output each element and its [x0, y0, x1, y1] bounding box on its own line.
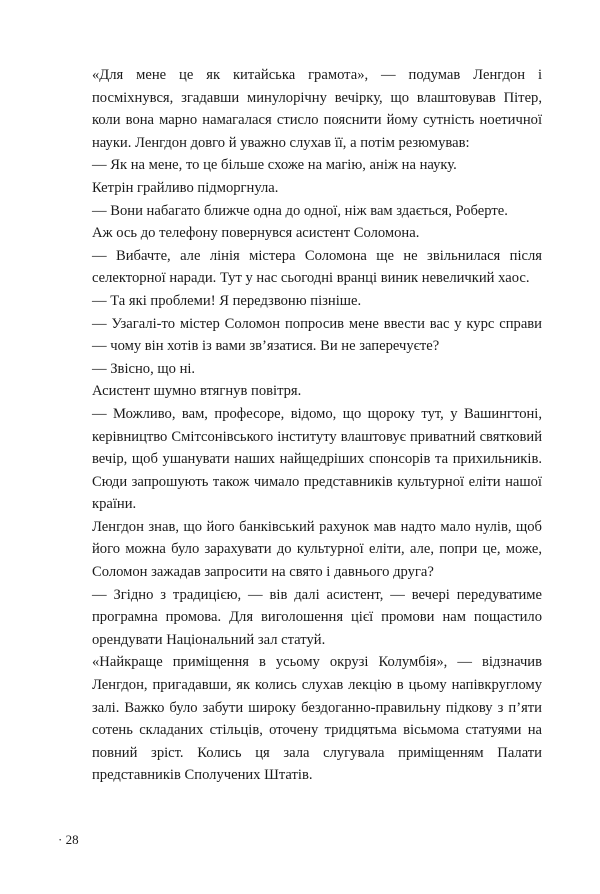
- paragraph: «Для мене це як китайська грамота», — подумав Ленгдон і посміхнувся, згадавши минулорічну вечірку, що влаштовував Пітер, коли вона марно намагалася стисло пояснити йому сутність ноетичної науки. Ленгдон довго й уважно слухав її, а потім резюмував:: [92, 67, 542, 151]
- paragraph: — Звісно, що ні.: [92, 360, 196, 377]
- paragraph: — Вони набагато ближче одна до одної, ніж вам здається, Роберте.: [92, 202, 508, 219]
- paragraph: Кетрін грайливо підморгнула.: [92, 179, 279, 196]
- paragraph: — Можливо, вам, професоре, відомо, що щороку тут, у Вашингтоні, керівництво Смітсонівського інституту влаштовує приватний святковий вечір, щоб ушанувати наших найщедріших спонсорів та прихильників. Сюди запрошують також чимало представників культурної еліти нашої країни.: [92, 405, 542, 513]
- body-text: [92, 64, 542, 787]
- paragraph: — Згідно з традицією, — вів далі асистент, — вечері передуватиме програмна промова. Для виголошення цієї промови нам пощастило орендувати Національний зал статуй.: [92, 586, 542, 648]
- paragraph: Аж ось до телефону повернувся асистент Соломона.: [92, 225, 420, 242]
- page-number: · 28: [58, 832, 79, 847]
- paragraph: — Вибачте, але лінія містера Соломона ще не звільнилася після селекторної наради. Тут у нас сьогодні вранці виник невеличкий хаос.: [92, 247, 542, 287]
- paragraph: Асистент шумно втягнув повітря.: [92, 383, 302, 400]
- paragraph: Ленгдон знав, що його банківський рахунок мав надто мало нулів, щоб його можна було зарахувати до культурної еліти, але, попри це, може, Соломон зажадав запросити на свято і давнього друга?: [92, 518, 542, 581]
- paragraph: «Найкраще приміщення в усьому окрузі Колумбія», — відзначив Ленгдон, пригадавши, як колись слухав лекцію в цьому напівкруглому залі. Важко було забути широку бездоганно-правильну підкову з п’яти сотень складаних стільців, оточену тридцятьма вісьмома статуями на повний зріст. Колись ця зала слугувала приміщенням Палати представників Сполучених Штатів.: [92, 654, 542, 784]
- paragraph: — Та які проблеми! Я передзвоню пізніше.: [92, 292, 362, 309]
- paragraph: — Узагалі-то містер Соломон попросив мене ввести вас у курс справи — чому він хотів із вами зв’язатися. Ви не заперечуєте?: [92, 315, 542, 355]
- paragraph: — Як на мене, то це більше схоже на магію, аніж на науку.: [92, 157, 457, 174]
